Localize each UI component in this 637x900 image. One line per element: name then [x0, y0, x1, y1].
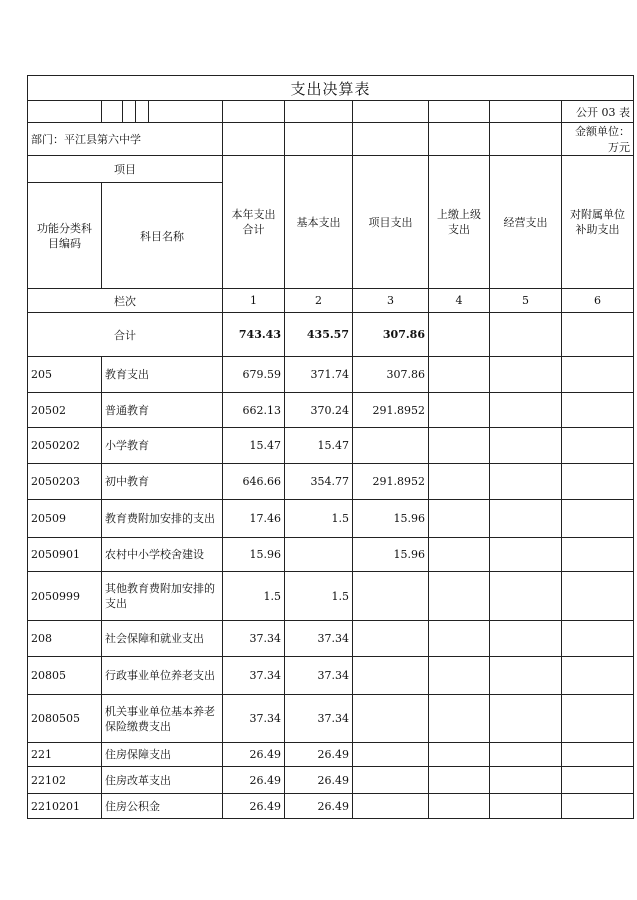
row-basic: 37.34: [285, 621, 353, 657]
header-subsidiary: 对附属单位 补助支出: [562, 156, 634, 289]
row-operating: [490, 657, 562, 695]
row-project: [353, 767, 429, 794]
header-item: 项目: [28, 156, 223, 183]
column-number: 5: [490, 289, 562, 313]
row-project: [353, 572, 429, 621]
row-operating: [490, 743, 562, 767]
row-operating: [490, 794, 562, 819]
row-name: 普通教育: [102, 393, 223, 428]
row-name: 住房公积金: [102, 794, 223, 819]
sum-total: 743.43: [223, 313, 285, 357]
row-upper: [429, 393, 490, 428]
row-operating: [490, 357, 562, 393]
row-basic: 371.74: [285, 357, 353, 393]
header-name: 科目名称: [102, 183, 223, 289]
header-operating: 经营支出: [490, 156, 562, 289]
row-operating: [490, 393, 562, 428]
row-basic: 1.5: [285, 500, 353, 538]
row-project: [353, 695, 429, 743]
row-project: 307.86: [353, 357, 429, 393]
unit-label: 金额单位：万元: [562, 123, 634, 156]
row-upper: [429, 794, 490, 819]
row-subsidiary: [562, 657, 634, 695]
header-code: 功能分类科 目编码: [28, 183, 102, 289]
row-basic: 354.77: [285, 464, 353, 500]
row-code: 208: [28, 621, 102, 657]
row-name: 行政事业单位养老支出: [102, 657, 223, 695]
department-label: 部门：平江县第六中学: [28, 123, 223, 156]
row-basic: 37.34: [285, 657, 353, 695]
row-code: 2050202: [28, 428, 102, 464]
row-basic: [285, 538, 353, 572]
table-row: [28, 572, 634, 621]
row-subsidiary: [562, 464, 634, 500]
row-operating: [490, 572, 562, 621]
row-name: 教育费附加安排的支出: [102, 500, 223, 538]
row-upper: [429, 538, 490, 572]
table-row: [28, 538, 634, 572]
row-project: [353, 428, 429, 464]
row-name: 小学教育: [102, 428, 223, 464]
table-row: [28, 428, 634, 464]
row-basic: 1.5: [285, 572, 353, 621]
row-name: 初中教育: [102, 464, 223, 500]
row-subsidiary: [562, 743, 634, 767]
row-total: 15.47: [223, 428, 285, 464]
row-name: 其他教育费附加安排的支出: [102, 572, 223, 621]
row-name: 住房保障支出: [102, 743, 223, 767]
row-operating: [490, 695, 562, 743]
row-code: 20509: [28, 500, 102, 538]
row-code: 2050999: [28, 572, 102, 621]
row-total: 26.49: [223, 767, 285, 794]
row-name: 机关事业单位基本养老保险缴费支出: [102, 695, 223, 743]
row-total: 662.13: [223, 393, 285, 428]
row-total: 1.5: [223, 572, 285, 621]
row-name: 住房改革支出: [102, 767, 223, 794]
row-basic: 370.24: [285, 393, 353, 428]
row-project: 15.96: [353, 538, 429, 572]
column-number: 1: [223, 289, 285, 313]
row-subsidiary: [562, 428, 634, 464]
row-subsidiary: [562, 767, 634, 794]
row-upper: [429, 572, 490, 621]
row-upper: [429, 621, 490, 657]
row-operating: [490, 767, 562, 794]
row-project: 291.8952: [353, 393, 429, 428]
header-basic: 基本支出: [285, 156, 353, 289]
row-upper: [429, 357, 490, 393]
column-number: 4: [429, 289, 490, 313]
table-row: [28, 500, 634, 538]
blank-split-cell: [102, 101, 223, 123]
row-total: 26.49: [223, 794, 285, 819]
row-subsidiary: [562, 393, 634, 428]
row-upper: [429, 464, 490, 500]
table-row: [28, 393, 634, 428]
row-subsidiary: [562, 695, 634, 743]
row-total: 646.66: [223, 464, 285, 500]
row-code: 20502: [28, 393, 102, 428]
sum-project: 307.86: [353, 313, 429, 357]
header-total: 本年支出 合计: [223, 156, 285, 289]
row-code: 221: [28, 743, 102, 767]
row-basic: 26.49: [285, 743, 353, 767]
row-upper: [429, 743, 490, 767]
row-name: 农村中小学校舍建设: [102, 538, 223, 572]
row-basic: 26.49: [285, 794, 353, 819]
row-total: 679.59: [223, 357, 285, 393]
row-project: [353, 743, 429, 767]
row-basic: 15.47: [285, 428, 353, 464]
column-number: 2: [285, 289, 353, 313]
header-project: 项目支出: [353, 156, 429, 289]
form-number: 公开 03 表: [562, 101, 634, 123]
column-number: 6: [562, 289, 634, 313]
table-row: [28, 657, 634, 695]
expenditure-table: [27, 75, 634, 819]
row-code: 22102: [28, 767, 102, 794]
row-project: 15.96: [353, 500, 429, 538]
row-upper: [429, 695, 490, 743]
row-total: 17.46: [223, 500, 285, 538]
row-project: [353, 621, 429, 657]
row-operating: [490, 621, 562, 657]
row-upper: [429, 428, 490, 464]
column-number: 3: [353, 289, 429, 313]
row-total: 37.34: [223, 657, 285, 695]
table-row: [28, 357, 634, 393]
row-subsidiary: [562, 538, 634, 572]
row-total: 26.49: [223, 743, 285, 767]
row-upper: [429, 500, 490, 538]
row-subsidiary: [562, 357, 634, 393]
row-project: [353, 657, 429, 695]
row-total: 37.34: [223, 621, 285, 657]
row-code: 20805: [28, 657, 102, 695]
row-basic: 37.34: [285, 695, 353, 743]
row-operating: [490, 464, 562, 500]
row-operating: [490, 538, 562, 572]
row-basic: 26.49: [285, 767, 353, 794]
table-row: [28, 695, 634, 743]
row-upper: [429, 767, 490, 794]
row-upper: [429, 657, 490, 695]
row-code: 2210201: [28, 794, 102, 819]
table-row: [28, 621, 634, 657]
row-total: 37.34: [223, 695, 285, 743]
row-code: 205: [28, 357, 102, 393]
row-code: 2050901: [28, 538, 102, 572]
row-total: 15.96: [223, 538, 285, 572]
row-name: 教育支出: [102, 357, 223, 393]
sum-row-label: 合计: [28, 313, 223, 357]
row-code: 2080505: [28, 695, 102, 743]
blank-cell: [28, 101, 102, 123]
header-upper: 上缴上级 支出: [429, 156, 490, 289]
row-project: 291.8952: [353, 464, 429, 500]
row-subsidiary: [562, 572, 634, 621]
table-row: [28, 794, 634, 819]
row-operating: [490, 500, 562, 538]
row-subsidiary: [562, 621, 634, 657]
row-subsidiary: [562, 500, 634, 538]
row-operating: [490, 428, 562, 464]
row-project: [353, 794, 429, 819]
table-row: [28, 464, 634, 500]
row-code: 2050203: [28, 464, 102, 500]
table-row: [28, 767, 634, 794]
table-row: [28, 743, 634, 767]
sum-basic: 435.57: [285, 313, 353, 357]
row-subsidiary: [562, 794, 634, 819]
table-title: 支出决算表: [28, 76, 634, 101]
column-row-label: 栏次: [28, 289, 223, 313]
row-name: 社会保障和就业支出: [102, 621, 223, 657]
